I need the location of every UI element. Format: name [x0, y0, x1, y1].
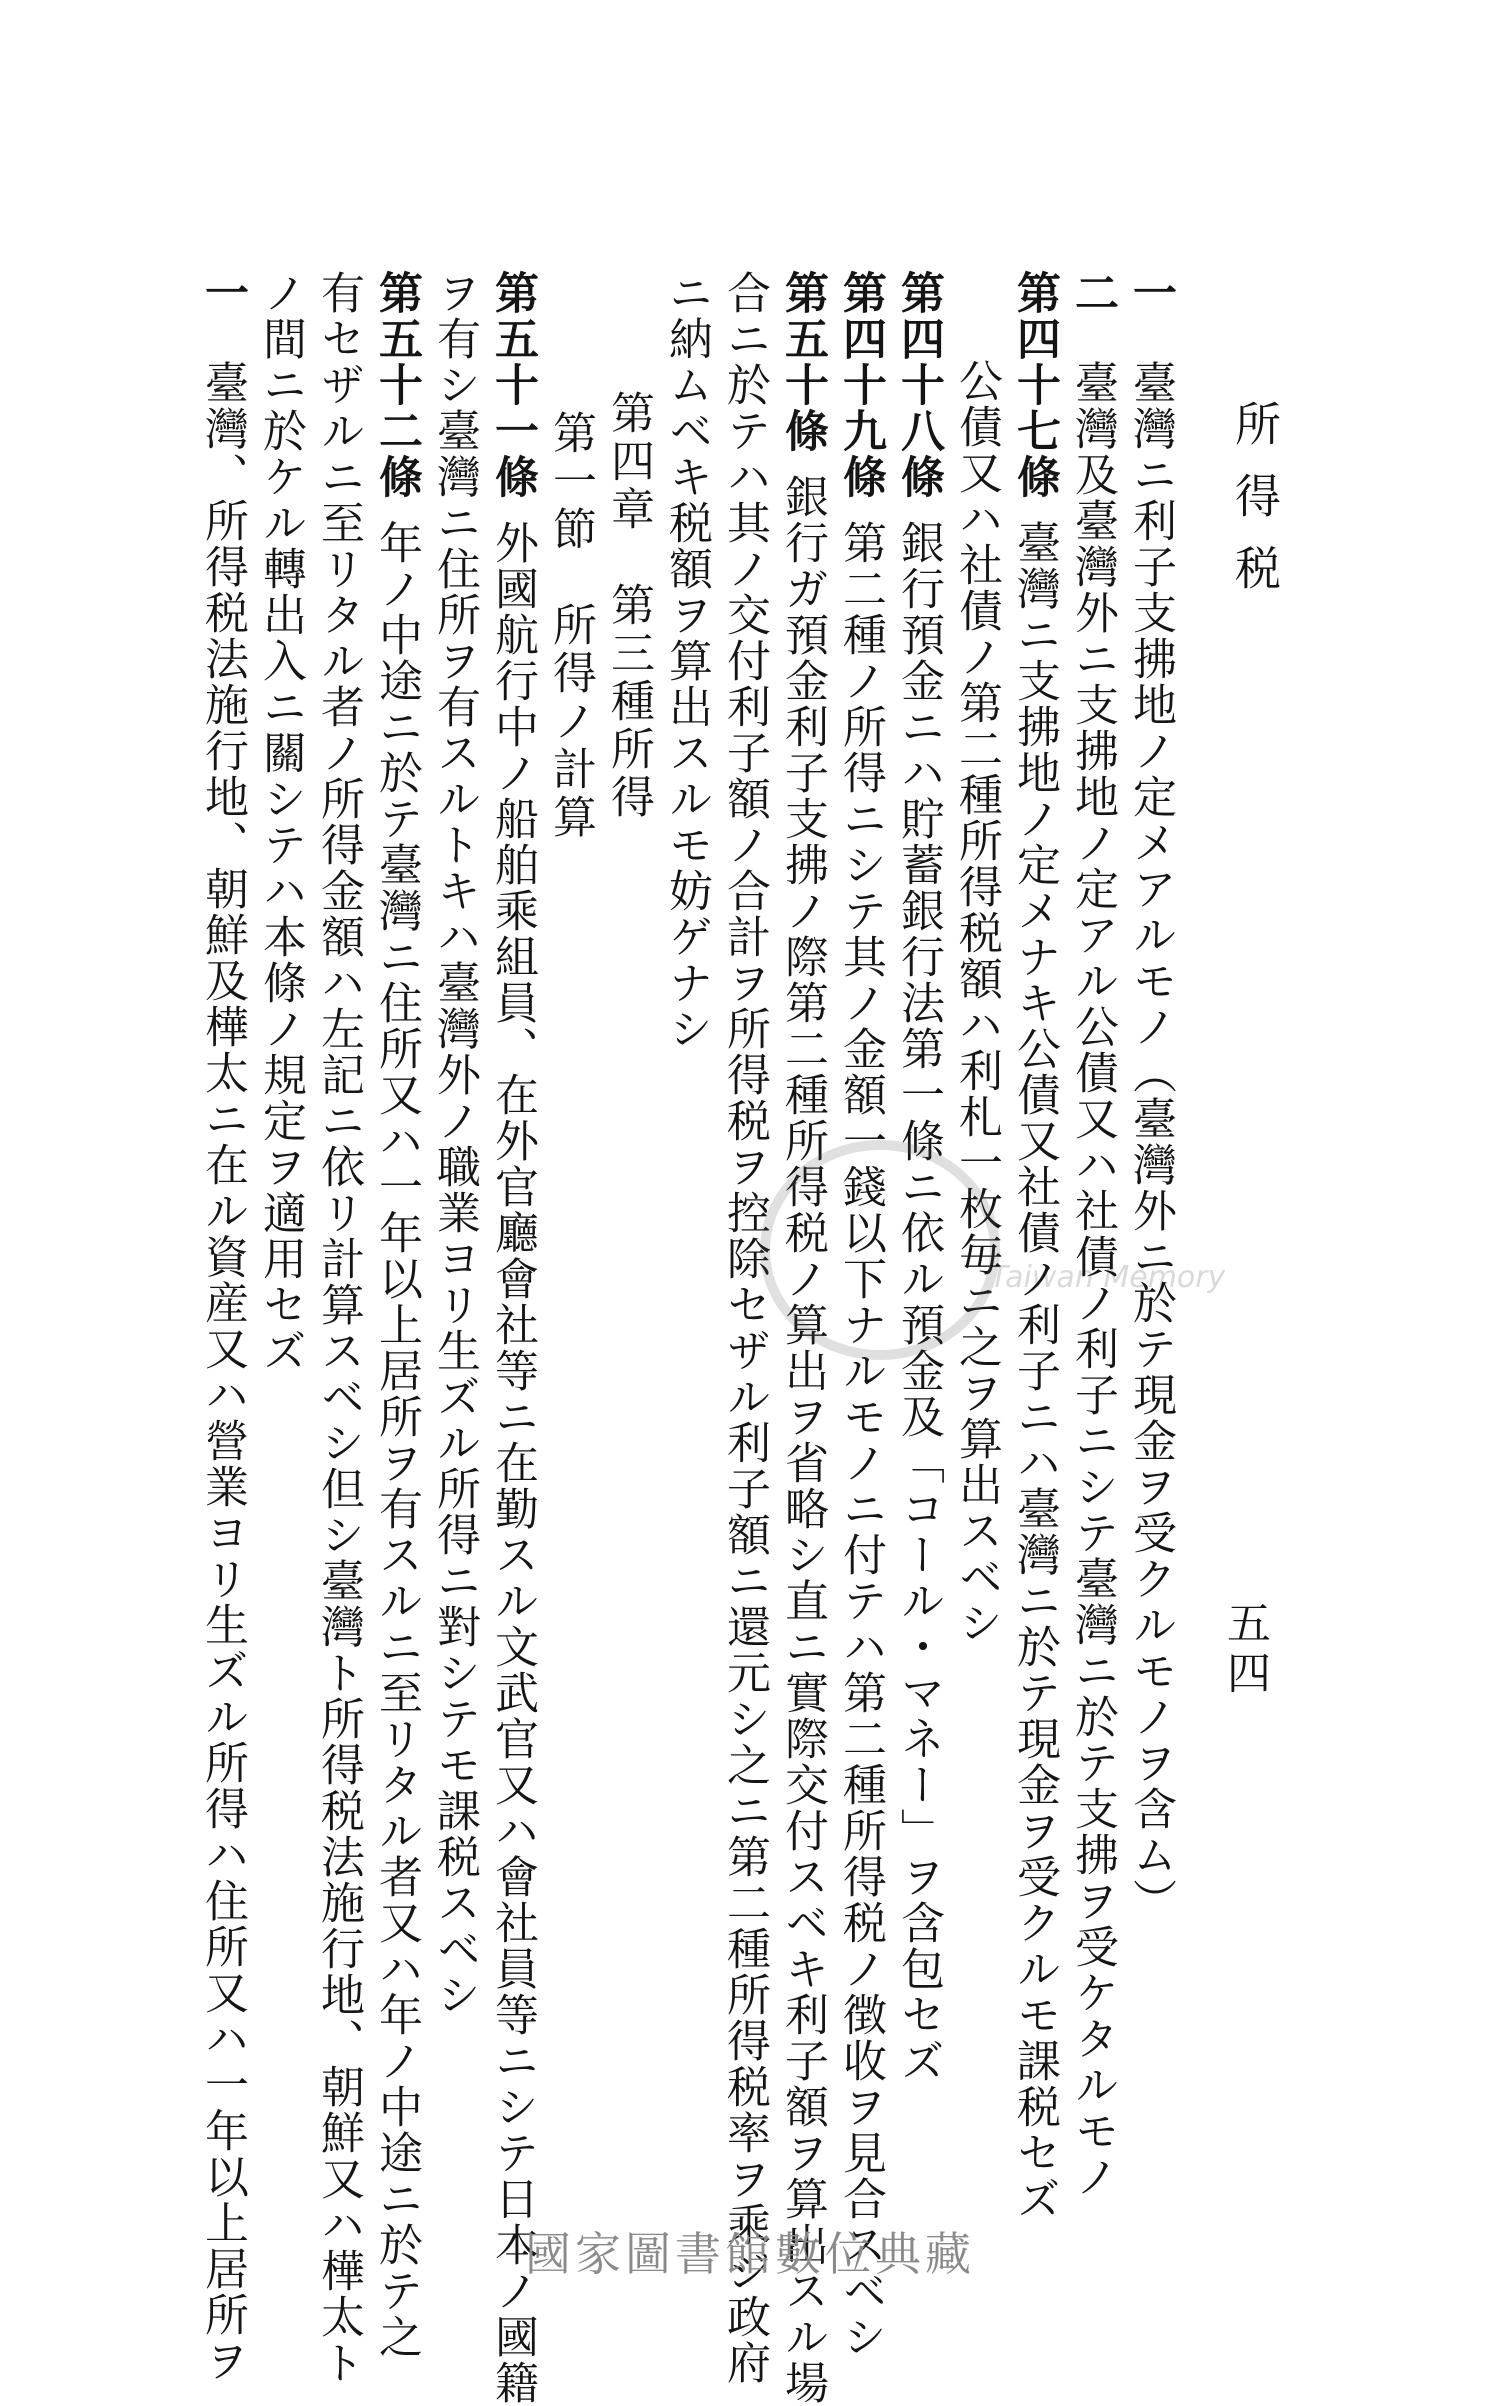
- article-50-line-3: [650, 270, 712, 1052]
- article-51-line-2: [418, 270, 480, 2018]
- section-title: [534, 410, 596, 842]
- item-marker: 一: [1125, 270, 1176, 316]
- chapter-title: [592, 390, 654, 822]
- item-text: 臺灣ニ利子支拂地ノ定メアルモノ（臺灣外ニ於テ現金ヲ受クルモノヲ含ム）: [1125, 360, 1176, 1924]
- article-heading: 第四十八條: [893, 270, 944, 500]
- article-52-line-2: [302, 270, 364, 2386]
- article-52: [360, 270, 422, 2360]
- watermark-seal-icon: [760, 1140, 1000, 1360]
- article-text: 第二種ノ所得ニシテ其ノ金額一錢以下ナルモノニ付テハ第二種所得税ノ徴收ヲ見合スベシ: [835, 520, 886, 2360]
- article-text: 有セザルニ至リタル者ノ所得金額ハ左記ニ依リ計算スベシ但シ臺灣ト所得税法施行地、朝鮮又ハ樺太ト: [313, 270, 364, 2386]
- article-text: 年ノ中途ニ於テ臺灣ニ住所又ハ一年以上居所ヲ有スルニ至リタル者又ハ年ノ中途ニ於テ之: [371, 520, 422, 2360]
- page-number: 五四: [1219, 1600, 1270, 1700]
- article-heading: 第四十九條: [835, 270, 886, 500]
- article-47-continuation: [940, 270, 1002, 1646]
- article-51: [476, 270, 538, 2406]
- item-text: 臺灣及臺灣外ニ支拂地ノ定アル公債又ハ社債ノ利子ニシテ臺灣ニ於テ支拂ヲ受ケタルモノ: [1067, 360, 1118, 2200]
- list-item-1: [1114, 270, 1176, 1924]
- article-heading: 第五十條: [777, 270, 828, 454]
- article-text: 合ニ於テハ其ノ交付利子額ノ合計ヲ所得税ヲ控除セザル利子額ニ還元シ之ニ第二種所得税率ヲ乘ジ政府: [719, 270, 770, 2386]
- article-text: 公債又ハ社債ノ第二種所得税額ハ利札一枚毎ニ之ヲ算出スベシ: [951, 358, 1002, 1646]
- article-heading: 第四十七條: [1009, 270, 1060, 500]
- item-text: 臺灣、所得税法施行地、朝鮮及樺太ニ在ル資産又ハ營業ヨリ生ズル所得ハ住所又ハ一年以上居所ヲ: [197, 360, 248, 2384]
- watermark-text: Taiwan Memory: [990, 1260, 1226, 1295]
- running-head: 所得税: [1228, 400, 1282, 616]
- article-text: 外國航行中ノ船舶乘組員、在外官廳會社等ニ在勤スル文武官又ハ會社員等ニシテ日本ノ國籍: [487, 520, 538, 2406]
- article-text: 銀行ガ預金利子支拂ノ際第二種所得税ノ算出ヲ省略シ直ニ實際交付スベキ利子額ヲ算出スル場: [777, 474, 828, 2406]
- chapter-heading: 第四章 第三種所得: [603, 390, 654, 822]
- article-text: 銀行預金ニハ貯蓄銀行法第一條ニ依ル預金及「コール・マネー」ヲ含包セズ: [893, 520, 944, 2084]
- article-52-line-3: [244, 270, 306, 1374]
- item-marker: 二: [1067, 270, 1118, 316]
- library-footer: 國家圖書館數位典藏: [525, 2227, 975, 2281]
- article-heading: 第五十一條: [487, 270, 538, 500]
- article-text: ヲ有シ臺灣ニ住所ヲ有スルトキハ臺灣外ノ職業ヨリ生ズル所得ニ對シテモ課税スベシ: [429, 270, 480, 2018]
- article-text: ニ納ムベキ税額ヲ算出スルモ妨ゲナシ: [661, 270, 712, 1052]
- article-text: ノ間ニ於ケル轉出入ニ關シテハ本條ノ規定ヲ適用セズ: [255, 270, 306, 1374]
- article-heading: 第五十二條: [371, 270, 422, 500]
- list-item-article-52-1: [186, 270, 248, 2384]
- article-text: 臺灣ニ支拂地ノ定メナキ公債又社債ノ利子ニハ臺灣ニ於テ現金ヲ受クルモ課税セズ: [1009, 520, 1060, 2222]
- section-heading: 第一節 所得ノ計算: [545, 410, 596, 842]
- watermark: [740, 1130, 1226, 1350]
- item-marker: 一: [197, 270, 248, 316]
